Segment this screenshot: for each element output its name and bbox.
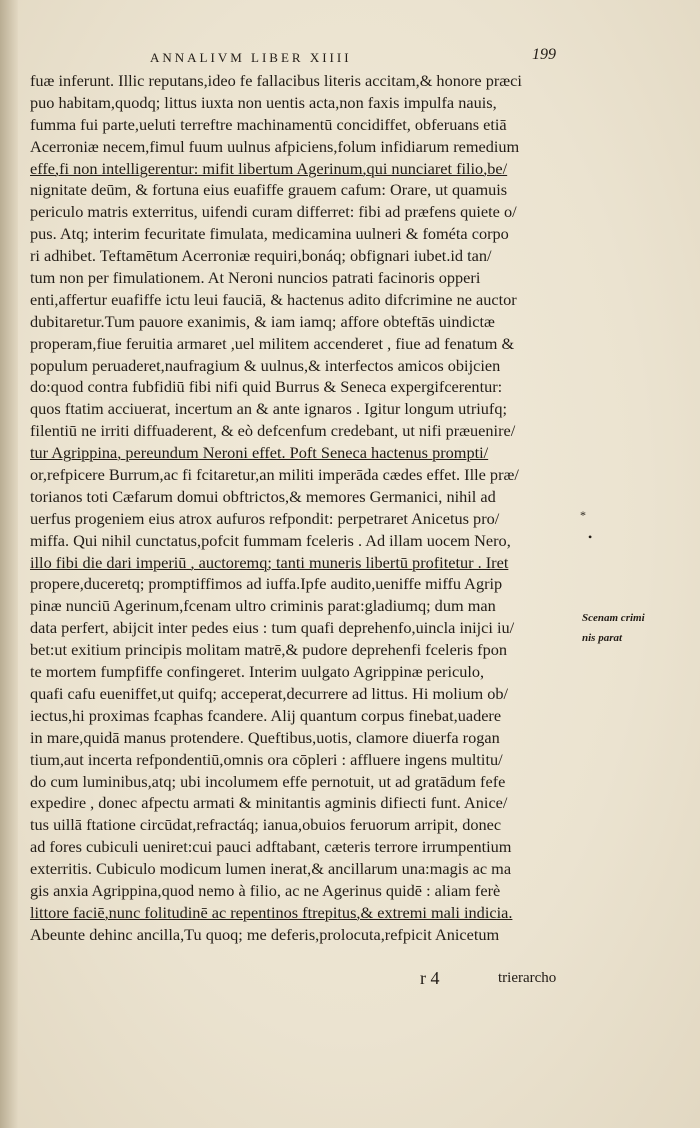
text-line: bet:ut exitium principis molitam matrē,& pudore deprehenfi fceleris fpon bbox=[30, 640, 507, 660]
text-line: illo fibi die dari imperiū , auctoremq; tanti muneris libertū profitetur . Iret bbox=[30, 552, 509, 572]
signature-mark: r 4 bbox=[420, 968, 440, 988]
text-line: tium,aut incerta refpondentiū,omnis ora cōpleri : affluere ingens multitu/ bbox=[30, 749, 503, 769]
text-line: dubitaretur.Tum pauore exanimis, & iam iamq; affore obteftās uindictæ bbox=[30, 311, 495, 331]
text-line: tus uillā ftatione circūdat,refractáq; ianua,obuios feruorum arripit, donec bbox=[30, 815, 502, 835]
text-line: propere,duceretq; promptiffimos ad iuffa.Ipfe audito,ueniffe miffu Agrip bbox=[30, 574, 503, 594]
text-line: iectus,hi proximas fcaphas fcandere. Alij quantum corpus finebat,uadere bbox=[30, 705, 502, 725]
text-line: uerfus progeniem eius atrox aufuros refpondit: perpetraret Anicetus pro/ bbox=[30, 508, 500, 528]
text-line: in mare,quidā manus protendere. Queftibus,uotis, clamore diuerfa rogan bbox=[30, 727, 500, 747]
text-line: tur Agrippina, pereundum Neroni effet. Poft Seneca hactenus prompti/ bbox=[30, 443, 489, 463]
text-line: quafi cafu eueniffet,ut quifq; acceperat,decurrere ad littus. Hi molium ob/ bbox=[30, 683, 508, 703]
text-line: ri adhibet. Teftamētum Acerroniæ requiri,bonáq; obfignari iubet.id tan/ bbox=[30, 246, 492, 266]
body-text bbox=[30, 70, 575, 946]
text-line: effe,fi non intelligerentur: mifit libertum Agerinum,qui nunciaret filio,be/ bbox=[30, 158, 508, 178]
text-line: puo habitam,quodq; littus iuxta non uentis acta,non faxis impulfa nauis, bbox=[30, 92, 497, 112]
text-line: te mortem fumpfiffe confingeret. Interim uulgato Agrippinæ periculo, bbox=[30, 662, 485, 682]
text-line: periculo matris exterritus, uifendi curam differret: fibi ad præfens quiete o/ bbox=[30, 202, 517, 222]
text-line: tum non per fimulationem. At Neroni nuncios patrati facinoris opperi bbox=[30, 268, 481, 288]
text-line: or,refpicere Burrum,ac fi fcitaretur,an militi imperāda cædes effet. Ille præ/ bbox=[30, 465, 519, 485]
text-line: pinæ nunciū Agerinum,fcenam ultro criminis parat:gladiumq; dum man bbox=[30, 596, 496, 616]
text-line: torianos toti Cæfarum domui obftrictos,& memores Germanici, nihil ad bbox=[30, 486, 496, 506]
text-line: nignitate deūm, & fortuna eius euafiffe grauem cafum: Orare, ut quamuis bbox=[30, 180, 508, 200]
text-line: properam,fiue feruitia armaret ,uel militem accenderet , fiue ad fenatum & bbox=[30, 333, 515, 353]
text-line: littore faciē,nunc folitudinē ac repentinos ftrepitus,& extremi mali indicia. bbox=[30, 902, 513, 922]
text-line: populum peruaderet,naufragium & uulnus,& interfectos amicos obijcien bbox=[30, 355, 501, 375]
text-line: expedire , donec afpectu armati & minitantis agminis difiecti funt. Anice/ bbox=[30, 793, 508, 813]
text-line: quos ftatim acciuerat, incertum an & ante ignaros . Igitur longum utriufq; bbox=[30, 399, 507, 419]
margin-note bbox=[582, 608, 692, 648]
text-line: filentiū ne irriti diffuaderent, & eò defcenfum credebant, ut nifi præuenire/ bbox=[30, 421, 516, 441]
text-line: do:quod contra fubfidiū fibi nifi quid Burrus & Seneca expergifcerentur: bbox=[30, 377, 503, 397]
running-title: ANNALIVM LIBER XIIII bbox=[150, 50, 352, 65]
margin-note-line: nis parat bbox=[582, 632, 623, 644]
text-line: exterritis. Cubiculo modicum lumen inerat,& ancillarum una:magis ac ma bbox=[30, 859, 512, 879]
binding-gutter bbox=[0, 0, 18, 1128]
text-line: data perfert, abijcit inter pedes eius : tum quafi deprehenfo,uincla inijci iu/ bbox=[30, 618, 515, 638]
text-line: fuæ inferunt. Illic reputans,ideo fe fallacibus literis accitam,& honore præci bbox=[30, 71, 522, 90]
text-line: enti,affertur euafiffe ictu leui fauciā, & hactenus adito difcrimine ne auctor bbox=[30, 289, 517, 309]
margin-note-line: Scenam crimi bbox=[582, 612, 645, 624]
folio-number: 199 bbox=[532, 46, 556, 63]
text-line: miffa. Qui nihil cunctatus,pofcit fummam fceleris . Ad illam uocem Nero, bbox=[30, 530, 511, 550]
text-line: do cum luminibus,atq; ubi incolumem effe pernotuit, ut ad gratādum fefe bbox=[30, 771, 506, 791]
dot-mark-icon: • bbox=[588, 530, 593, 544]
text-line: Abeunte dehinc ancilla,Tu quoq; me deferis,prolocuta,refpicit Anicetum bbox=[30, 924, 500, 944]
text-line: gis anxia Agrippina,quod nemo à filio, ac ne Agerinus quidē : aliam ferè bbox=[30, 880, 501, 900]
text-line: ad fores cubiculi ueniret:cui pauci adftabant, cæteris terrore irrumpentium bbox=[30, 837, 512, 857]
text-line: pus. Atq; interim fecuritate fimulata, medicamina uulneri & fométa corpo bbox=[30, 224, 509, 244]
text-line: Acerroniæ necem,fimul fuum uulnus afpiciens,folum infidiarum remedium bbox=[30, 136, 520, 156]
catchword: trierarcho bbox=[498, 970, 557, 986]
asterisk-mark-icon: * bbox=[580, 508, 586, 522]
text-line: fumma fui parte,ueluti terreftre machinamentū concidiffet, obferuans etiā bbox=[30, 114, 507, 134]
